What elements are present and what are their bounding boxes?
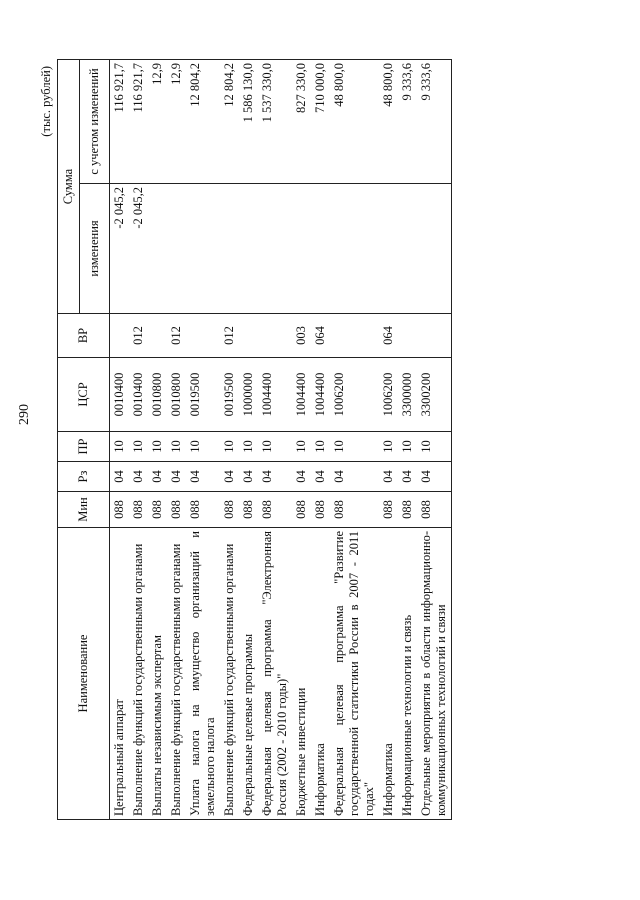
table-row (258, 60, 292, 820)
table-row (330, 60, 379, 820)
table-row (186, 60, 220, 820)
cell-min: 088 (258, 492, 292, 528)
header-name: Наименование (58, 528, 110, 820)
cell-pr: 10 (258, 432, 292, 462)
cell-pr: 10 (239, 432, 258, 462)
cell-changes (417, 184, 452, 314)
cell-with-changes: 710 000,0 (311, 60, 330, 184)
cell-csr: 0019500 (220, 358, 239, 432)
cell-csr: 0010800 (148, 358, 167, 432)
cell-vr: 012 (129, 314, 148, 358)
table-row (311, 60, 330, 820)
cell-pr: 10 (417, 432, 452, 462)
cell-min: 088 (148, 492, 167, 528)
cell-name: Выплаты независимым экспертам (148, 528, 167, 820)
cell-name: Уплата налога на имущество организаций и земельного налога (186, 528, 220, 820)
cell-rz: 04 (292, 462, 311, 492)
cell-min: 088 (129, 492, 148, 528)
cell-rz: 04 (167, 462, 186, 492)
table-body (110, 60, 452, 820)
rotated-page-content (17, 60, 565, 820)
cell-changes: -2 045,2 (129, 184, 148, 314)
cell-pr: 10 (398, 432, 417, 462)
cell-rz: 04 (239, 462, 258, 492)
cell-pr: 10 (220, 432, 239, 462)
cell-min: 088 (186, 492, 220, 528)
cell-csr: 3300200 (417, 358, 452, 432)
table-row (148, 60, 167, 820)
cell-vr: 064 (311, 314, 330, 358)
cell-changes (258, 184, 292, 314)
cell-with-changes: 9 333,6 (398, 60, 417, 184)
cell-name: Выполнение функций государственными органами (220, 528, 239, 820)
cell-changes (379, 184, 398, 314)
header-pr: ПР (58, 432, 110, 462)
cell-name: Центральный аппарат (110, 528, 130, 820)
cell-min: 088 (311, 492, 330, 528)
cell-vr: 064 (379, 314, 398, 358)
cell-pr: 10 (311, 432, 330, 462)
cell-vr: 012 (167, 314, 186, 358)
cell-rz: 04 (110, 462, 130, 492)
cell-with-changes: 116 921,7 (129, 60, 148, 184)
cell-csr: 0010400 (129, 358, 148, 432)
page-number: 290 (17, 404, 32, 425)
cell-name: Выполнение функций государственными органами (167, 528, 186, 820)
header-with-changes: с учетом изменений (80, 60, 110, 184)
cell-with-changes: 12 804,2 (220, 60, 239, 184)
cell-min: 088 (417, 492, 452, 528)
header-rz: Рз (58, 462, 110, 492)
cell-vr (330, 314, 379, 358)
cell-min: 088 (220, 492, 239, 528)
cell-name: Федеральная целевая программа "Развитие государственной статистики России в 2007 - 2011 годах" (330, 528, 379, 820)
cell-name: Информатика (379, 528, 398, 820)
cell-with-changes: 1 586 130,0 (239, 60, 258, 184)
cell-changes (330, 184, 379, 314)
cell-csr: 3300000 (398, 358, 417, 432)
cell-name: Бюджетные инвестиции (292, 528, 311, 820)
cell-csr: 1004400 (258, 358, 292, 432)
cell-pr: 10 (148, 432, 167, 462)
table-header (58, 60, 110, 820)
cell-name: Федеральная целевая программа "Электронная Россия (2002 - 2010 годы)" (258, 528, 292, 820)
cell-vr (148, 314, 167, 358)
cell-csr: 0010400 (110, 358, 130, 432)
cell-name: Информатика (311, 528, 330, 820)
cell-rz: 04 (186, 462, 220, 492)
cell-rz: 04 (258, 462, 292, 492)
cell-pr: 10 (292, 432, 311, 462)
cell-rz: 04 (398, 462, 417, 492)
cell-changes: -2 045,2 (110, 184, 130, 314)
cell-min: 088 (239, 492, 258, 528)
cell-vr (398, 314, 417, 358)
cell-rz: 04 (311, 462, 330, 492)
cell-changes (167, 184, 186, 314)
table-row (292, 60, 311, 820)
cell-name: Федеральные целевые программы (239, 528, 258, 820)
cell-vr (186, 314, 220, 358)
cell-with-changes: 12 804,2 (186, 60, 220, 184)
cell-pr: 10 (129, 432, 148, 462)
header-changes: изменения (80, 184, 110, 314)
cell-vr (258, 314, 292, 358)
cell-rz: 04 (330, 462, 379, 492)
cell-min: 088 (110, 492, 130, 528)
cell-changes (186, 184, 220, 314)
cell-with-changes: 9 333,6 (417, 60, 452, 184)
cell-pr: 10 (167, 432, 186, 462)
table-row (239, 60, 258, 820)
cell-with-changes: 48 800,0 (379, 60, 398, 184)
cell-name: Отдельные мероприятия в области информационно-коммуникационных технологий и связи (417, 528, 452, 820)
table-row (110, 60, 130, 820)
cell-csr: 1004400 (311, 358, 330, 432)
cell-changes (292, 184, 311, 314)
cell-rz: 04 (129, 462, 148, 492)
cell-min: 088 (292, 492, 311, 528)
cell-with-changes: 12,9 (148, 60, 167, 184)
cell-csr: 0010800 (167, 358, 186, 432)
cell-rz: 04 (417, 462, 452, 492)
cell-pr: 10 (186, 432, 220, 462)
table-row (220, 60, 239, 820)
units-label: (тыс. рублей) (39, 66, 53, 137)
cell-pr: 10 (330, 432, 379, 462)
cell-rz: 04 (148, 462, 167, 492)
cell-name: Информационные технологии и связь (398, 528, 417, 820)
cell-vr: 003 (292, 314, 311, 358)
cell-rz: 04 (379, 462, 398, 492)
header-sum: Сумма (58, 60, 80, 314)
cell-vr (417, 314, 452, 358)
cell-changes (311, 184, 330, 314)
cell-with-changes: 12,9 (167, 60, 186, 184)
table-row (398, 60, 417, 820)
cell-csr: 1004400 (292, 358, 311, 432)
cell-vr (239, 314, 258, 358)
cell-rz: 04 (220, 462, 239, 492)
cell-pr: 10 (110, 432, 130, 462)
cell-with-changes: 116 921,7 (110, 60, 130, 184)
budget-table (57, 59, 452, 820)
cell-with-changes: 1 537 330,0 (258, 60, 292, 184)
cell-name: Выполнение функций государственными органами (129, 528, 148, 820)
cell-csr: 0019500 (186, 358, 220, 432)
cell-min: 088 (398, 492, 417, 528)
cell-pr: 10 (379, 432, 398, 462)
cell-with-changes: 48 800,0 (330, 60, 379, 184)
table-row (379, 60, 398, 820)
table-row (417, 60, 452, 820)
cell-with-changes: 827 330,0 (292, 60, 311, 184)
table-row (129, 60, 148, 820)
table-row (167, 60, 186, 820)
header-min: Мин (58, 492, 110, 528)
cell-vr (110, 314, 130, 358)
cell-changes (239, 184, 258, 314)
cell-changes (220, 184, 239, 314)
cell-min: 088 (379, 492, 398, 528)
cell-csr: 1006200 (330, 358, 379, 432)
cell-csr: 1000000 (239, 358, 258, 432)
cell-changes (398, 184, 417, 314)
cell-vr: 012 (220, 314, 239, 358)
cell-csr: 1006200 (379, 358, 398, 432)
header-vr: ВР (58, 314, 110, 358)
header-csr: ЦСР (58, 358, 110, 432)
cell-min: 088 (167, 492, 186, 528)
cell-min: 088 (330, 492, 379, 528)
cell-changes (148, 184, 167, 314)
